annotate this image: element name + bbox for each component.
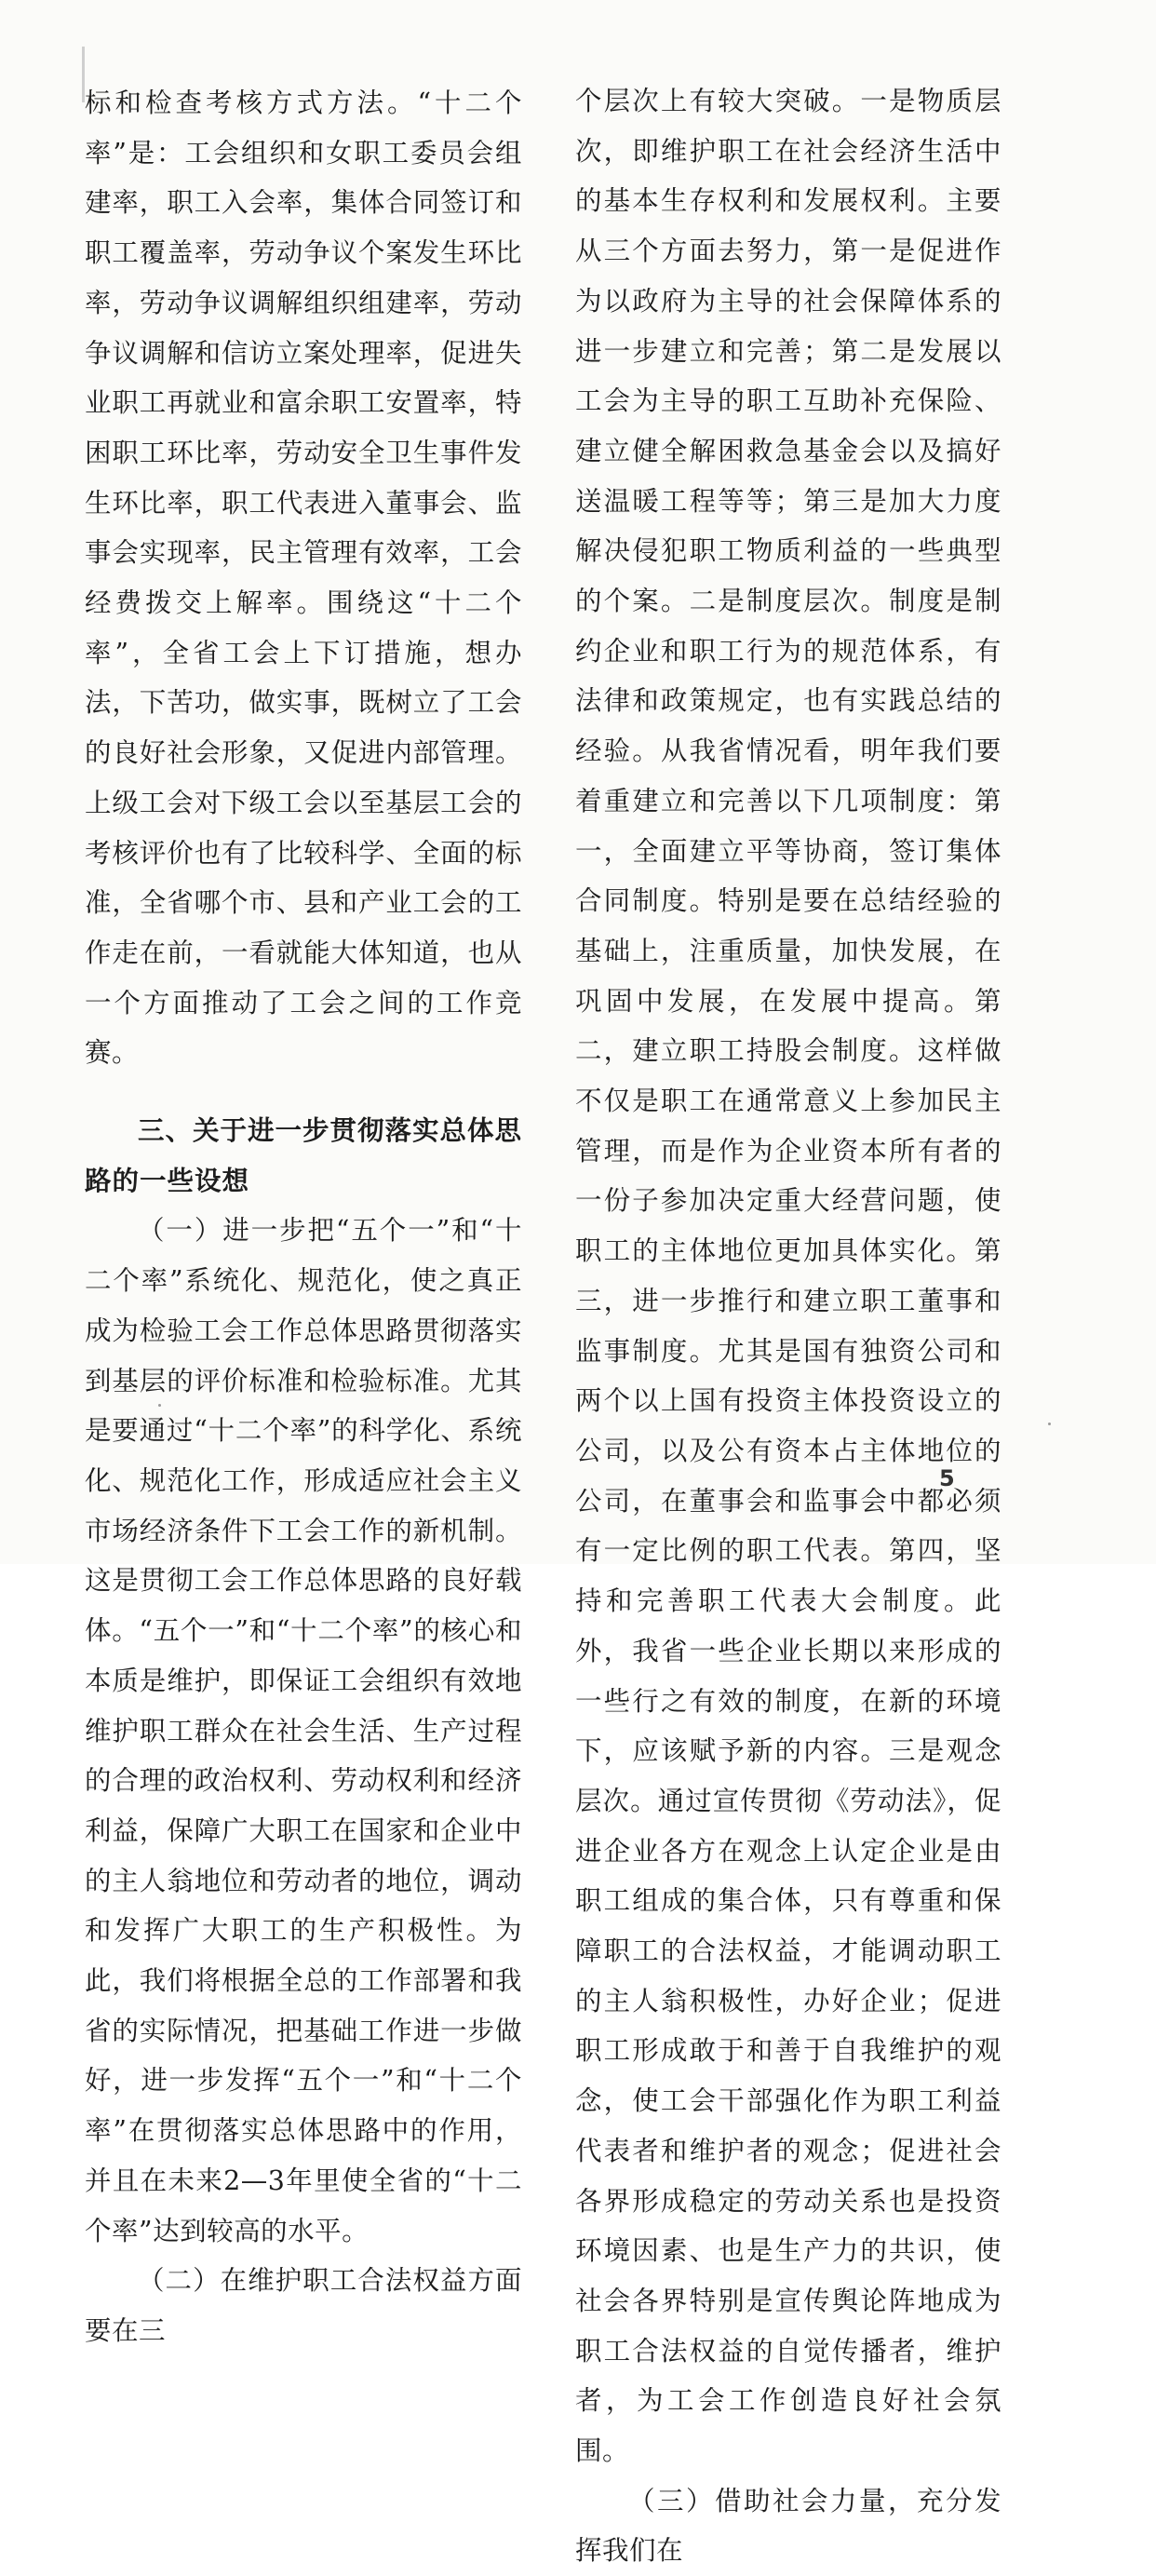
section-heading: 三、关于进一步贯彻落实总体思路的一些设想 [85, 1114, 523, 1196]
right-paragraph-1: 个层次上有较大突破。一是物质层次，即维护职工在社会经济生活中的基本生存权利和发展权利。主要从三个方面去努力，第一是促进作为以政府为主导的社会保障体系的进一步建立和完善；第二是发展以工会为主导的职工互助补充保险、建立健全解困救急基金会以及搞好送温暖工程等等；第三是加大力度解决侵犯职工物质利益的一些典型的个案。二是制度层次。制度是制约企业和职工行为的规范体系，有法律和政策规定，也有实践总结的经验。从我省情况看，明年我们要着重建立和完善以下几项制度：第一，全面建立平等协商，签订集体合同制度。特别是要在总结经验的基础上，注重质量，加快发展，在巩固中发展，在发展中提高。第二，建立职工持股会制度。这样做不仅是职工在通常意义上参加民主管理，而是作为企业资本所有者的一份子参加决定重大经营问题，使职工的主体地位更加具体实化。第三，进一步推行和建立职工董事和监事制度。尤其是国有独资公司和两个以上国有投资主体投资设立的公司，以及公有资本占主体地位的公司，在董事会和监事会中都必须有一定比例的职工代表。第四，坚持和完善职工代表大会制度。此外，我省一些企业长期以来形成的一些行之有效的制度，在新的环境下，应该赋予新的内容。三是观念层次。通过宣传贯彻《劳动法》，促进企业各方在观念上认定企业是由职工组成的集合体，只有尊重和保障职工的合法权益，才能调动职工的主人翁积极性，办好企业；促进职工形成敢于和善于自我维护的观念，使工会干部强化作为职工利益代表者和维护者的观念；促进社会各界形成稳定的劳动关系也是投资环境因素、也是生产力的共识，使社会各界特别是宣传舆论阵地成为职工合法权益的自觉传播者，维护者，为工会工作创造良好社会氛围。 [575, 86, 1001, 2467]
left-column [85, 78, 522, 2356]
right-paragraph-2: （三）借助社会力量，充分发挥我们在 [575, 2485, 1001, 2567]
left-paragraph-2: （一）进一步把“五个一”和“十二个率”系统化、规范化，使之真正成为检验工会工作总体思路贯彻落实到基层的评价标准和检验标准。尤其是要通过“十二个率”的科学化、系统化、规范化工作，形成适应社会主义市场经济条件下工会工作的新机制。这是贯彻工会工作总体思路的良好载体。“五个一”和“十二个率”的核心和本质是维护，即保证工会组织有效地维护职工群众在社会生活、生产过程的合理的政治权利、劳动权利和经济利益，保障广大职工在国家和企业中的主人翁地位和劳动者的地位，调动和发挥广大职工的生产积极性。为此，我们将根据全总的工作部署和我省的实际情况，把基础工作进一步做好，进一步发挥“五个一”和“十二个率”在贯彻落实总体思路中的作用，并且在未来2—3年里使全省的“十二个率”达到较高的水平。 [85, 1215, 522, 2246]
right-column [575, 76, 1001, 2576]
scan-speck [158, 1404, 161, 1407]
scan-speck [1048, 1423, 1051, 1425]
left-paragraph-3: （二）在维护职工合法权益方面要在三 [85, 2265, 522, 2346]
page-number: 5 [939, 1465, 955, 1491]
left-paragraph-1: 标和检查考核方式方法。“十二个率”是：工会组织和女职工委员会组建率，职工入会率，集体合同签订和职工覆盖率，劳动争议个案发生环比率，劳动争议调解组织组建率，劳动争议调解和信访立案处理率，促进失业职工再就业和富余职工安置率，特困职工环比率，劳动安全卫生事件发生环比率，职工代表进入董事会、监事会实现率，民主管理有效率，工会经费拨交上解率。围绕这“十二个率”，全省工会上下订措施，想办法，下苦功，做实事，既树立了工会的良好社会形象，又促进内部管理。上级工会对下级工会以至基层工会的考核评价也有了比较科学、全面的标准，全省哪个市、县和产业工会的工作走在前，一看就能大体知道，也从一个方面推动了工会之间的工作竞赛。 [85, 88, 522, 1069]
